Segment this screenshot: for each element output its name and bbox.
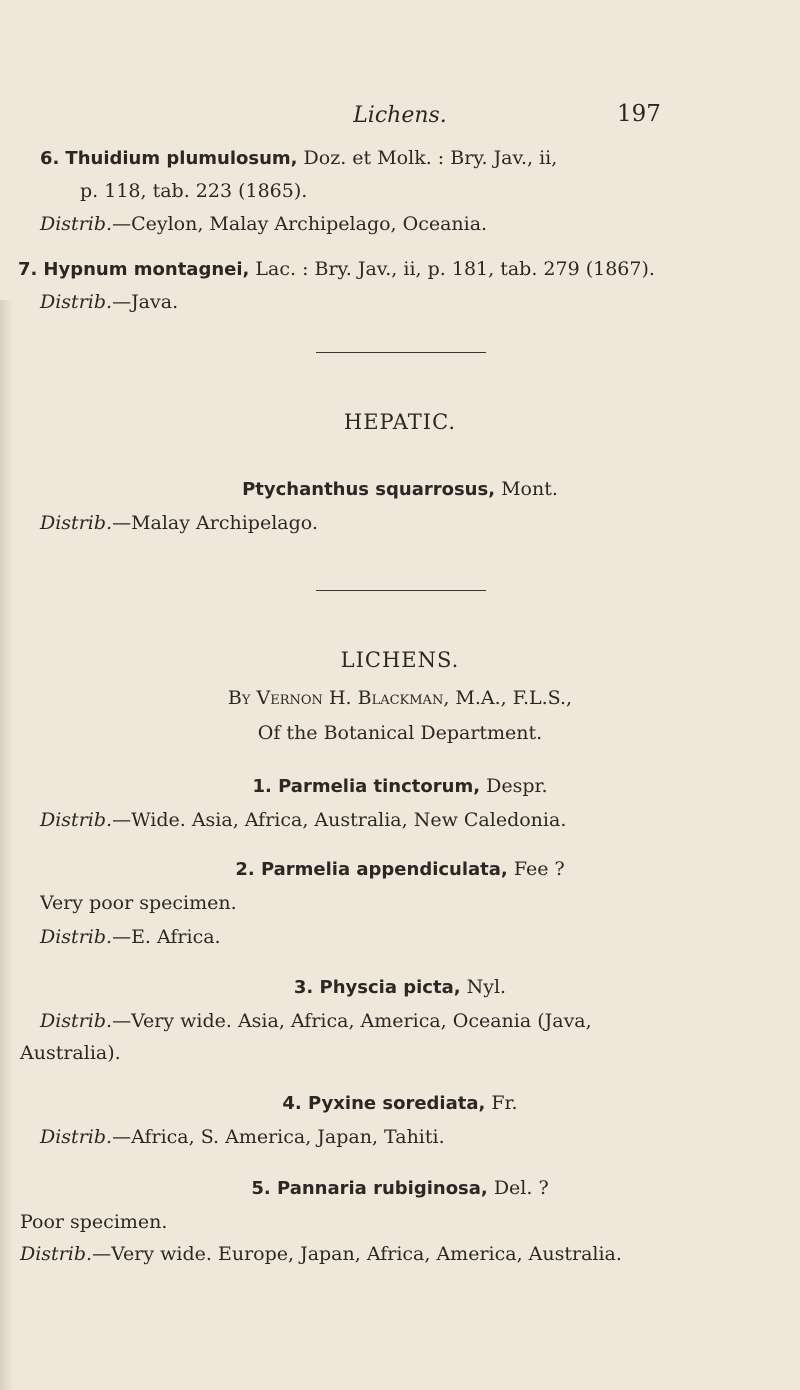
distrib-text: —E. Africa. (112, 926, 221, 948)
lichens-heading: LICHENS. (340, 648, 460, 672)
distrib-text: —Very wide. Europe, Japan, Africa, America, Australia. (92, 1243, 622, 1265)
distribution-line (40, 291, 178, 313)
species-name: 3. Physcia picta, (293, 977, 461, 998)
species-author: Del. ? (493, 1177, 549, 1199)
distrib-label: Distrib. (40, 291, 113, 313)
species-author: Despr. (486, 775, 548, 797)
species-author: Fee ? (513, 858, 565, 880)
running-header: Lichens. (353, 103, 447, 128)
distrib-label: Distrib. (40, 1126, 113, 1148)
distribution-line (40, 213, 487, 235)
lichen-entry-5 (0, 1177, 800, 1199)
distribution-line (40, 926, 221, 948)
species-author: Mont. (501, 478, 558, 500)
species-author: Fr. (491, 1092, 518, 1114)
citation-continued: p. 118, tab. 223 (1865). (80, 180, 308, 202)
distribution-line (40, 1126, 445, 1148)
distribution-continued: Australia). (20, 1042, 121, 1064)
species-name: 5. Pannaria rubiginosa, (251, 1178, 488, 1199)
distrib-label: Distrib. (40, 512, 113, 534)
species-name: 1. Parmelia tinctorum, (252, 776, 481, 797)
distrib-text: —Malay Archipelago. (112, 512, 318, 534)
species-name: Ptychanthus squarrosus, (242, 479, 496, 500)
species-name: 4. Pyxine sorediata, (282, 1093, 486, 1114)
entry-number: 6. (40, 148, 60, 169)
distribution-line (20, 1243, 622, 1265)
species-author: Nyl. (466, 976, 507, 998)
lichen-entry-2 (0, 858, 800, 880)
department-line: Of the Botanical Department. (257, 722, 543, 744)
page-number: 197 (617, 101, 661, 127)
species-name: Thuidium plumulosum, (65, 148, 298, 169)
lichen-entry-1 (0, 775, 800, 797)
hepatic-species (0, 478, 800, 500)
distrib-text: —Very wide. Asia, Africa, America, Oceania (Java, (112, 1010, 592, 1032)
distribution-line (40, 1010, 592, 1032)
distrib-text: —Java. (112, 291, 179, 313)
distrib-label: Distrib. (20, 1243, 93, 1265)
distribution-line (40, 512, 318, 534)
distrib-label: Distrib. (40, 213, 113, 235)
specimen-note: Very poor specimen. (40, 892, 237, 914)
author-byline: By Vernon H. Blackman, M.A., F.L.S., (227, 687, 573, 709)
entry-number: 7. (18, 259, 38, 280)
specimen-note: Poor specimen. (20, 1211, 168, 1233)
citation: Lac. : Bry. Jav., ii, p. 181, tab. 279 (1867). (255, 258, 655, 280)
distrib-label: Distrib. (40, 809, 113, 831)
species-name: 2. Parmelia appendiculata, (235, 859, 508, 880)
distrib-text: —Wide. Asia, Africa, Australia, New Caledonia. (112, 809, 567, 831)
distrib-text: —Africa, S. America, Japan, Tahiti. (112, 1126, 445, 1148)
moss-entry-6 (40, 147, 557, 169)
distribution-line (40, 809, 566, 831)
species-name: Hypnum montagnei, (43, 259, 250, 280)
hepatic-heading: HEPATIC. (343, 410, 457, 434)
distrib-text: —Ceylon, Malay Archipelago, Oceania. (112, 213, 488, 235)
section-divider (316, 352, 486, 353)
section-divider (316, 590, 486, 591)
distrib-label: Distrib. (40, 926, 113, 948)
distrib-label: Distrib. (40, 1010, 113, 1032)
citation: Doz. et Molk. : Bry. Jav., ii, (303, 147, 558, 169)
moss-entry-7 (18, 258, 655, 280)
lichen-entry-4 (0, 1092, 800, 1114)
page-gutter-shadow (0, 300, 14, 1390)
lichen-entry-3 (0, 976, 800, 998)
